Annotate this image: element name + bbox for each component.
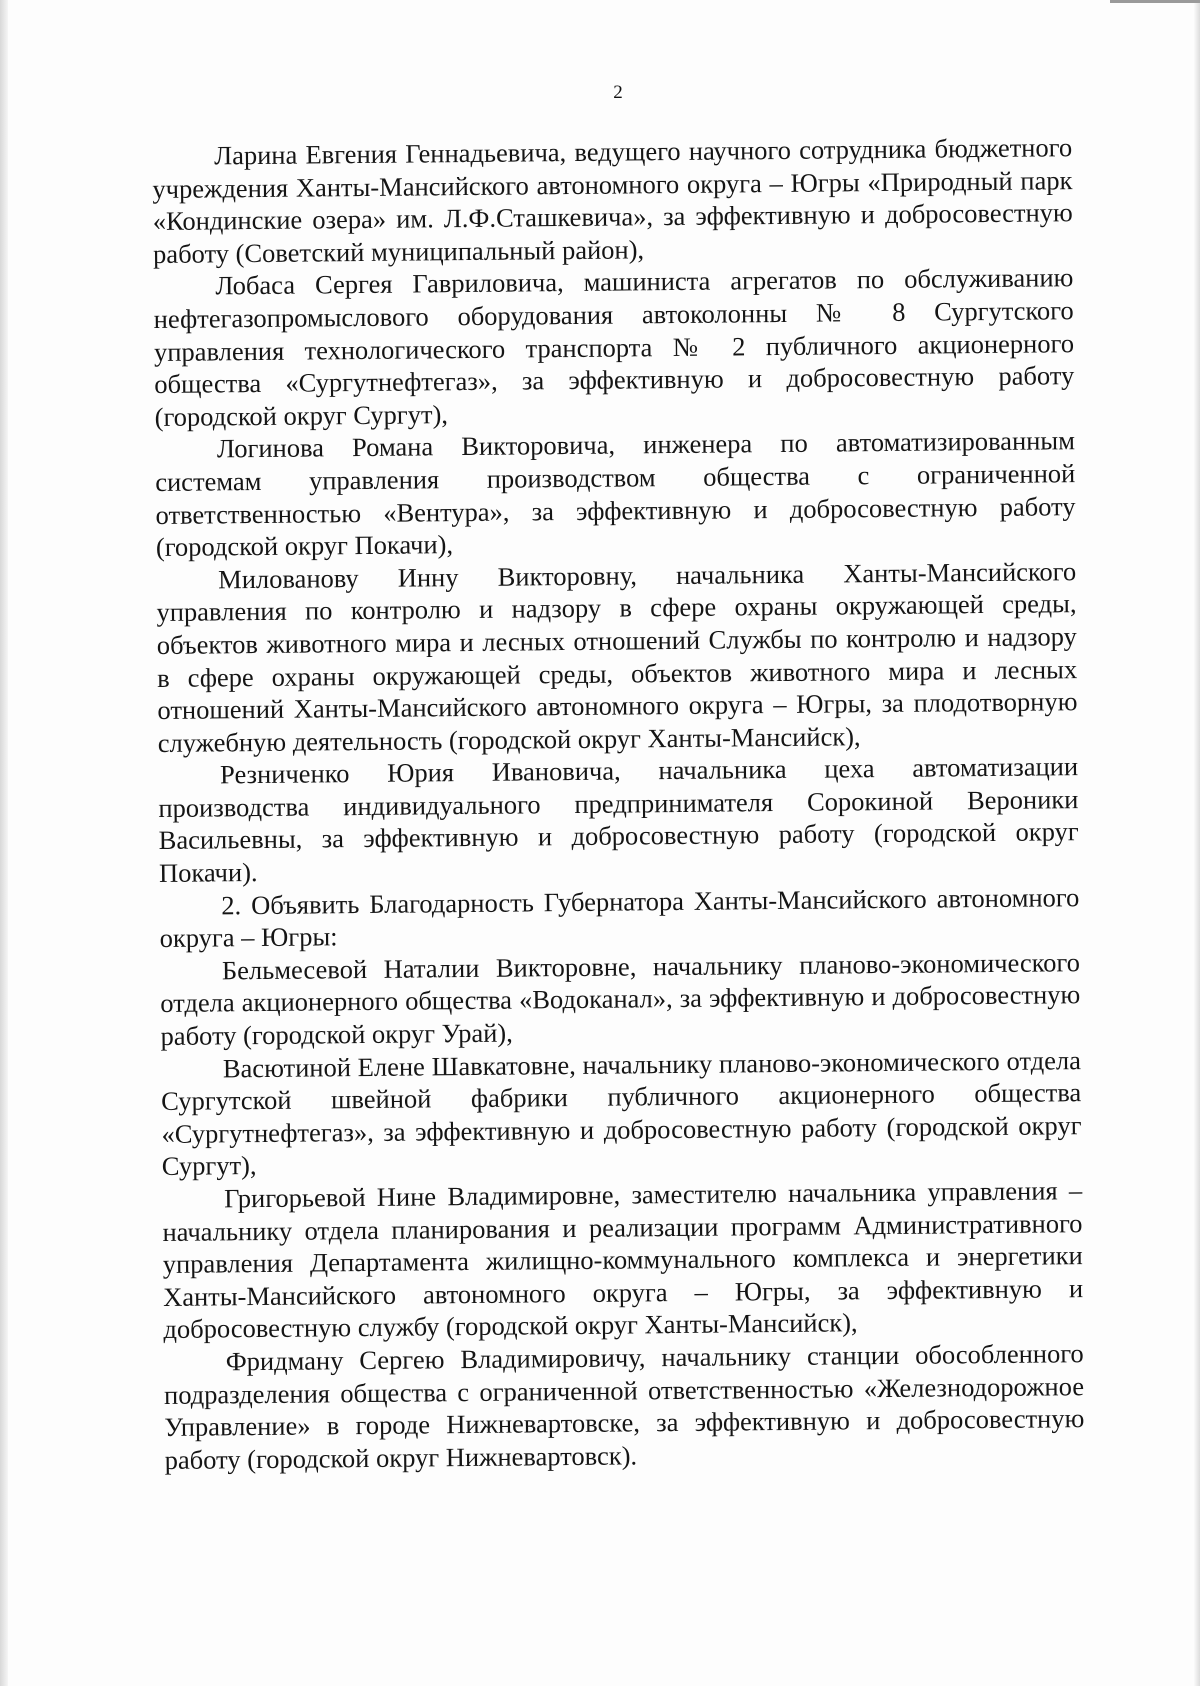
scan-edge-top <box>1110 0 1200 3</box>
paragraph-reznichenko: Резниченко Юрия Ивановича, начальника цеха автоматизации производства индивидуального предпринимателя Сорокиной Вероники Васильевны, за эффективную и добросовестную работу (городской округ Покачи). <box>158 751 1079 889</box>
scan-edge-right <box>1194 0 1200 1686</box>
paragraph-fridman: Фридману Сергею Владимировичу, начальнику станции обособленного подразделения общества с ограниченной ответственностью «Железнодорожное Управление» в городе Нижневартовске, за эффективную и добросовестную работу (городской округ Нижневартовск). <box>163 1338 1085 1475</box>
paragraph-vasyutina: Васютиной Елене Шавкатовне, начальнику планово-экономического отдела Сургутской швейной фабрики публичного акционерного общества «Сургутнефтегаз», за эффективную и добросовестную работу (городской округ Сургут), <box>161 1044 1082 1182</box>
paragraph-milovanova: Милованову Инну Викторовну, начальника Ханты-Мансийского управления по контролю и надзору в сфере охраны окружающей среды, объектов животного мира и лесных отношений Службы по контролю и надзору в сфере охраны окружающей среды, объектов животного мира и лесных отношений Ханты-Мансийского автономного округа – Югры, за плодотворную служебную деятельность (городской округ Ханты-Мансийск), <box>156 555 1078 758</box>
paragraph-lobas: Лобаса Сергея Гавриловича, машиниста агрегатов по обслуживанию нефтегазопромыслового оборудования автоколонны № 8 Сургутского управления технологического транспорта № 2 публичного акционерного общества «Сургутнефтегаз», за эффективную и добросовестную работу (городской округ Сургут), <box>153 262 1075 432</box>
page-number: 2 <box>613 82 623 103</box>
paragraph-item-2: 2. Объявить Благодарность Губернатора Ханты-Мансийского автономного округа – Югры: <box>159 881 1080 954</box>
document-body <box>152 131 1085 1476</box>
paragraph-belmeseva: Бельмесевой Наталии Викторовне, начальнику планово-экономического отдела акционерного общества «Водоканал», за эффективную и добросовестную работу (городской округ Урай), <box>160 946 1081 1051</box>
paragraph-loginov: Логинова Романа Викторовича, инженера по автоматизированным системам управления производством общества с ограниченной ответственностью «Вентура», за эффективную и добросовестную работу (городской округ Покачи), <box>155 425 1076 563</box>
paragraph-larin: Ларина Евгения Геннадьевича, ведущего научного сотрудника бюджетного учреждения Ханты-Мансийского автономного округа – Югры «Природный парк «Кондинские озера» им. Л.Ф.Сташкевича», за эффективную и добросовестную работу (Советский муниципальный район), <box>152 132 1073 269</box>
paragraph-grigorieva: Григорьевой Нине Владимировне, заместителю начальника управления – начальнику отдела планирования и реализации программ Административного управления Департамента жилищно-коммунального комплекса и энергетики Ханты-Мансийского автономного округа – Югры, за эффективную и добросовестную службу (городской округ Ханты-Мансийск), <box>162 1175 1084 1345</box>
scan-edge-left <box>0 0 8 1686</box>
